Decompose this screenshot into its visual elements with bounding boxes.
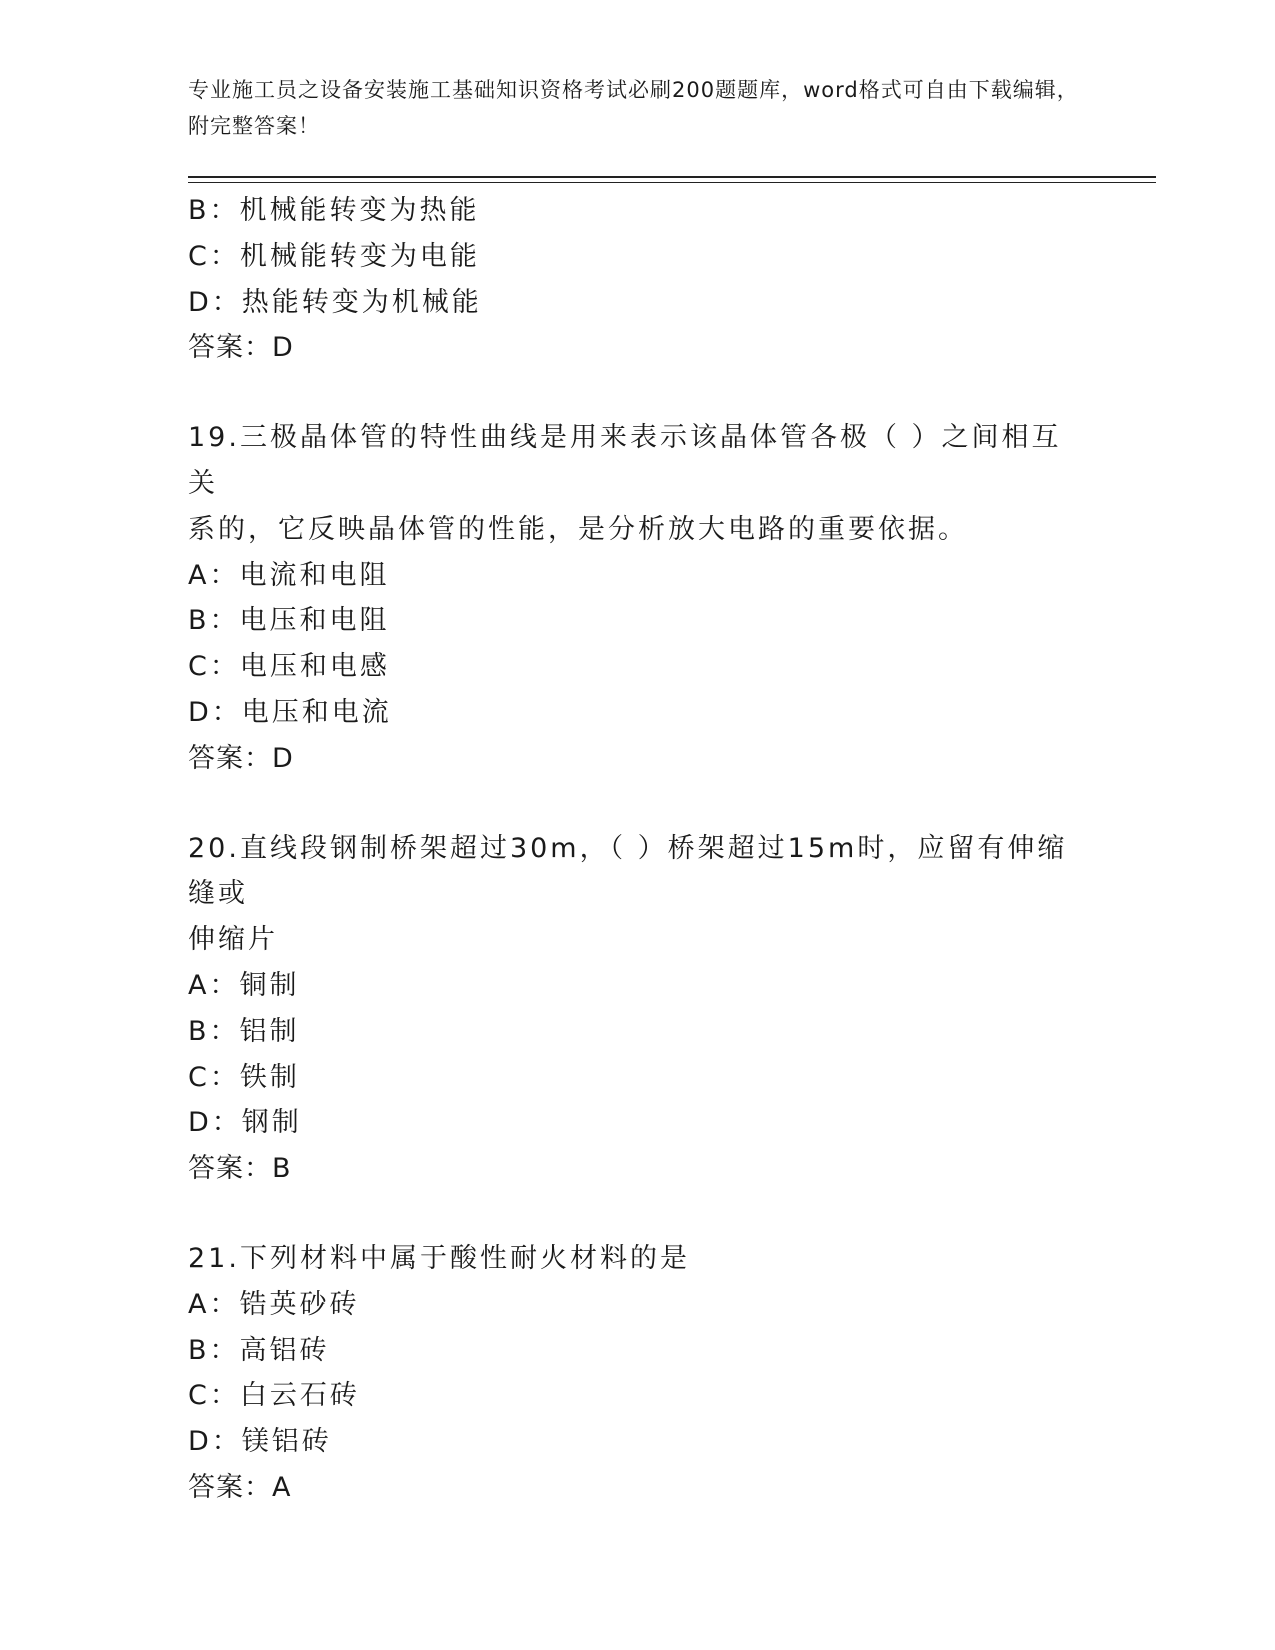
option-d: D：热能转变为机械能 [188, 286, 482, 318]
header-divider-thin [188, 182, 1156, 183]
option-b: B：机械能转变为热能 [188, 195, 480, 226]
question-19 [188, 415, 1088, 781]
document-body [188, 188, 1088, 1511]
option-b: B：铝制 [188, 1015, 300, 1047]
answer: 答案：B [188, 1153, 292, 1185]
option-c: C：铁制 [188, 1061, 300, 1093]
option-b: B：高铝砖 [188, 1334, 330, 1366]
option-d: D：电压和电流 [188, 696, 392, 728]
question-stem-line: 21.下列材料中属于酸性耐火材料的是 [188, 1242, 690, 1274]
question-stem-line: 伸缩片 [188, 924, 278, 956]
question-stem-line: 19.三极晶体管的特性曲线是用来表示该晶体管各极（ ）之间相互关 [188, 422, 1062, 499]
question-18-tail [188, 188, 1088, 371]
document-header [188, 72, 1088, 144]
option-a: A：电流和电阻 [188, 559, 390, 591]
option-c: C：电压和电感 [188, 651, 390, 683]
option-a: A：锆英砂砖 [188, 1288, 360, 1320]
option-b: B：电压和电阻 [188, 605, 390, 637]
option-d: D：镁铝砖 [188, 1426, 332, 1458]
answer: 答案：D [188, 332, 294, 364]
answer: 答案：D [188, 742, 294, 774]
question-20 [188, 826, 1088, 1192]
question-stem-line: 系的，它反映晶体管的性能，是分析放大电路的重要依据。 [188, 513, 968, 545]
answer: 答案：A [188, 1471, 292, 1503]
option-a: A：铜制 [188, 969, 300, 1001]
question-stem-line: 20.直线段钢制桥架超过30m，（ ）桥架超过15m时，应留有伸缩缝或 [188, 832, 1068, 910]
option-c: C：白云石砖 [188, 1380, 360, 1412]
header-divider [188, 176, 1156, 178]
option-d: D：钢制 [188, 1107, 302, 1139]
question-21 [188, 1236, 1088, 1511]
option-c: C：机械能转变为电能 [188, 240, 480, 272]
header-title: 专业施工员之设备安装施工基础知识资格考试必刷200题题库，word格式可自由下载编辑，附完整答案！ [188, 78, 1079, 138]
